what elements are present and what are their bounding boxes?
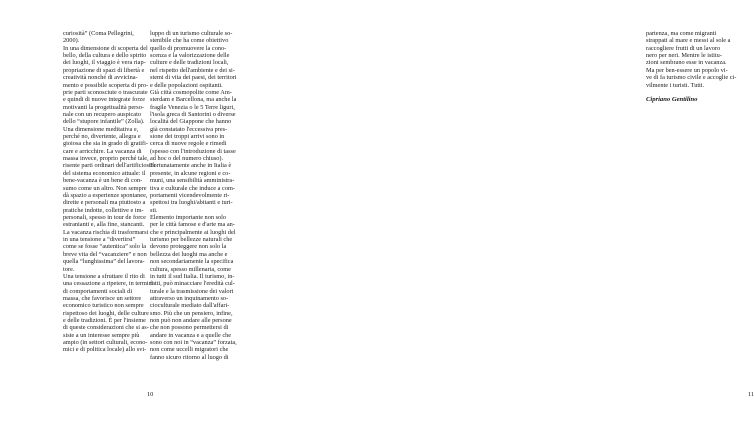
text-line: Ma per ben-essere un popolo vi-: [646, 66, 728, 74]
text-line: turale e la trasmissione dei valori: [150, 287, 234, 295]
text-line: ad hoc o del numero chiuso).: [150, 155, 224, 163]
author-signature: Cipriano Gentilino: [646, 95, 698, 103]
text-line: massa, che favorisce un settore: [63, 294, 142, 302]
text-line: pratiche indotte, collettive e im-: [63, 206, 144, 214]
text-line: di queste considerazioni che si as-: [63, 324, 149, 332]
text-line: breve vita del “vacanziere” e non: [63, 250, 147, 258]
text-line: economico turistico non sempre: [63, 302, 144, 310]
text-line: Una tensione a sfruttare il rito di: [63, 272, 145, 280]
text-line: devono proteggere non solo la: [150, 243, 227, 251]
text-line: stemi di vita dei paesi, dei territori: [150, 74, 237, 82]
text-line: Già città cosmopolite come Am-: [150, 88, 232, 96]
text-line: quella “lunghissima” del lavora-: [63, 258, 145, 266]
text-line: fanno sicuro ritorno al luogo di: [150, 353, 229, 361]
text-line: stenibile che ha come obiettivo: [150, 37, 229, 45]
text-line: fatti, può minacciare l'eredità cul-: [150, 280, 235, 288]
text-line: una cessazione a ripetere, in termini: [63, 280, 154, 288]
text-line: per le città famose e d'arte ma an-: [150, 221, 235, 229]
text-line: sumo come un altro. Non sempre: [63, 184, 147, 192]
text-line: rispettoso dei luoghi, delle culture: [63, 309, 149, 317]
page-number-left: 10: [147, 391, 154, 398]
text-line: attraverso un inquinamento so-: [150, 294, 229, 302]
text-line: località del Giappone che hanno: [150, 118, 232, 126]
text-line: cioculturale mediato dall'affari-: [150, 302, 230, 310]
text-line: vilmente i turisti. Tutti.: [646, 81, 705, 89]
text-line: in tutti il sud Italia. Il turismo, in-: [150, 272, 235, 280]
text-line: zioni sembrano esse in vacanza.: [646, 59, 727, 67]
text-line: non secondariamente la specifica: [150, 258, 234, 266]
text-line: scenza e la valorizzazione delle: [150, 52, 230, 60]
text-line: cultura, spesso millenaria, come: [150, 265, 231, 273]
text-line: gioiosa che sia in grado di gratifi-: [63, 140, 148, 148]
text-line: curiosità” (Coma Pellegrini,: [63, 30, 134, 37]
text-line: dello “stupore infantile” (Zolla).: [63, 118, 145, 126]
text-line: bellezza dei luoghi ma anche e: [150, 250, 228, 258]
text-line: spettosi tra luoghi/abitanti e turi-: [150, 199, 233, 207]
text-line: non può non andare alle persone: [150, 317, 232, 325]
text-line: (spesso con l'introduzione di tasse: [150, 147, 236, 155]
text-line: nel rispetto dell'ambiente e dei si-: [150, 66, 235, 74]
text-line: sti.: [150, 206, 158, 214]
text-line: tore.: [63, 265, 75, 273]
text-line: propriazione di spazi di libertà e: [63, 66, 145, 74]
text-line: 2000).: [63, 37, 80, 45]
text-line: muni, una sensibilità amministra-: [150, 177, 235, 185]
text-line: sione dei troppi arrivi sono in: [150, 133, 225, 141]
text-line: bene-vacanza è un bene di con-: [63, 177, 143, 185]
text-line: mento e possibile scoperta di pro-: [63, 81, 149, 89]
text-line: Fortunatamente anche in Italia è: [150, 162, 232, 170]
text-line: nale con un recupero auspicato: [63, 110, 141, 118]
right-page: [300, 0, 754, 424]
text-line: estranianti e, alla fine, stancanti.: [63, 221, 145, 229]
text-line: come se fosse “autentica” solo la: [63, 243, 147, 251]
text-line: bello, della cultura e dello spirito: [63, 52, 147, 60]
text-line: tiva e culturale che induce a com-: [150, 184, 235, 192]
text-line: La vacanza rischia di trasformarsi: [63, 228, 149, 236]
text-line: portamenti vicendevolmente ri-: [150, 191, 230, 199]
text-line: dirette e personali ma piuttosto a: [63, 199, 146, 207]
text-line: di comportamenti sociali di: [63, 287, 133, 295]
text-line: Una dimensione meditativa e,: [63, 125, 139, 133]
text-line: in una tensione a “divertirsi”: [63, 236, 136, 244]
body-paragraph: [646, 30, 737, 89]
body-paragraph: [63, 30, 156, 354]
text-line: In una dimensione di scoperta del: [63, 44, 148, 52]
text-line: massa invece, proprio perché tale,: [63, 155, 149, 163]
text-line: mici e di politica locale) allo svi-: [63, 346, 147, 354]
text-line: andare in vacanza e a quelle che: [150, 331, 232, 339]
text-line: care e arricchire. La vacanza di: [63, 147, 142, 155]
text-line: nero per neri. Mentre le istitu-: [646, 52, 722, 60]
left-page-column-1: [63, 30, 156, 354]
page-number-right: 11: [748, 391, 754, 398]
left-page: [0, 0, 300, 424]
text-line: motivanti la progettualità perso-: [63, 103, 144, 111]
text-line: perché no, divertente, allegra e: [63, 133, 141, 141]
text-line: e delle popolazioni ospitanti.: [150, 81, 223, 89]
text-line: e delle tradizioni. È per l'insieme: [63, 317, 146, 325]
left-page-column-2: [150, 30, 237, 361]
text-line: creatività nonché di avvicina-: [63, 74, 138, 82]
text-line: già constatato l'eccessiva pres-: [150, 125, 228, 133]
text-line: e quindi di nuove integrate forze: [63, 96, 146, 104]
text-line: partenza, ma come migranti: [646, 30, 717, 37]
text-line: ve di fa turismo civile e accoglie ci-: [646, 74, 737, 82]
text-line: risente parti ordinari dell'artificiosità: [63, 162, 156, 170]
body-paragraph: [150, 30, 237, 361]
text-line: personali, spesso in tour de force: [63, 213, 146, 221]
text-line: quello di promuovere la cono-: [150, 44, 227, 52]
text-line: siste a un interesse sempre più: [63, 331, 140, 339]
text-line: strappati al mare e messi al sole a: [646, 37, 731, 45]
text-line: smo. Più che un pensiero, infine,: [150, 309, 233, 317]
text-line: raccogliere frutti di un lavoro: [646, 44, 721, 52]
text-line: l'isola greca di Santorini o diverse: [150, 110, 236, 118]
text-line: sono con noi in “vacanza” forzata,: [150, 339, 237, 347]
text-line: prie parti sconosciute o trascurate: [63, 88, 148, 96]
text-line: del sistema economico attuale: il: [63, 169, 146, 177]
text-line: ampio (in settori culturali, econo-: [63, 339, 148, 347]
text-line: cerca di nuove regole e rimedi: [150, 140, 227, 148]
text-line: dei luoghi, il viaggio è vera riap-: [63, 59, 146, 67]
text-line: culture e delle tradizioni locali,: [150, 59, 229, 67]
text-line: dà spazio a esperienze spontanee,: [63, 191, 148, 199]
text-line: luppo di un turismo culturale so-: [150, 30, 233, 37]
text-line: fragile Venezia o le 5 Terre liguri,: [150, 103, 235, 111]
text-line: non come uccelli migratori che: [150, 346, 229, 354]
text-line: che non possono permettersi di: [150, 324, 229, 332]
text-line: sterdam e Barcellona, ma anche la: [150, 96, 237, 104]
text-line: che e principalmente ai luoghi del: [150, 228, 236, 236]
text-line: presente, in alcune regioni e co-: [150, 169, 231, 177]
text-line: turismo per bellezze naturali che: [150, 236, 233, 244]
text-line: Elemento importante non solo: [150, 213, 227, 221]
right-page-column-1: [646, 30, 737, 103]
